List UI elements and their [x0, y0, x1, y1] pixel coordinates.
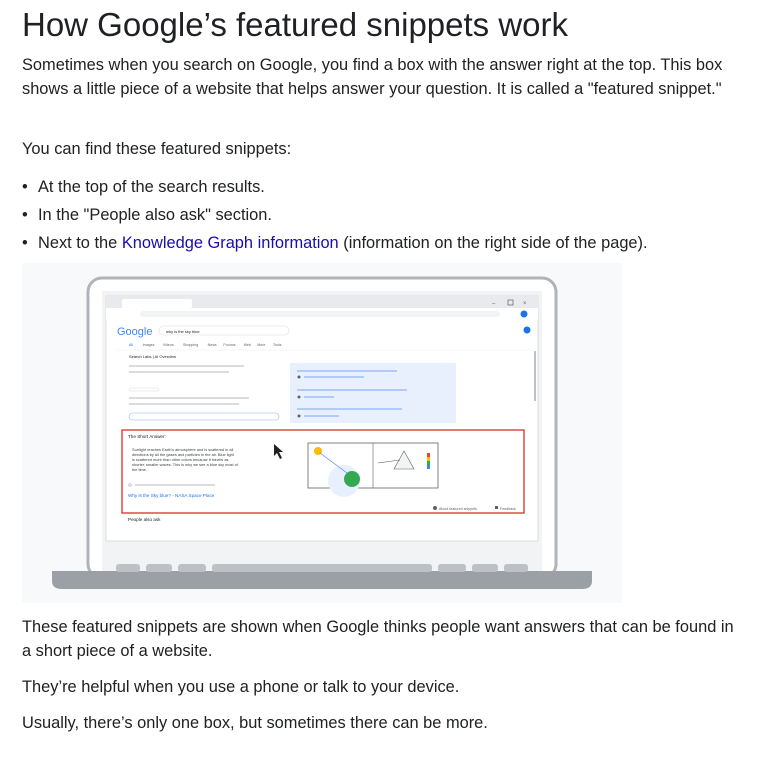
spectrum-blue	[427, 465, 430, 469]
tab-images[interactable]: Images	[142, 343, 155, 347]
laptop-illustration	[22, 263, 622, 603]
about-snippets-link[interactable]: About featured snippets	[439, 507, 477, 511]
labs-label: Search Labs | AI Overview	[129, 354, 177, 359]
list-item: • At the top of the search results.	[22, 173, 648, 201]
keyboard-key	[438, 564, 466, 572]
intro-paragraph: Sometimes when you search on Google, you find a box with the answer right at the top. This box shows a little piece of a website that helps answer your question. It is called a "featured snippet."	[22, 56, 723, 98]
snippet-line: shorter, smaller waves. This is why we see a blue sky most of	[132, 462, 238, 467]
browser-tab	[122, 299, 192, 308]
tab-more[interactable]: More	[257, 343, 266, 347]
people-also-ask-heading: People also ask	[128, 517, 161, 522]
snippet-explanation: These featured snippets are shown when Google thinks people want answers that can be found in a short piece of a website.	[22, 618, 734, 660]
keyboard-spacebar	[212, 564, 432, 572]
locations-list	[22, 173, 648, 257]
snippet-line: the time.	[132, 467, 147, 472]
tab-all[interactable]: All	[129, 343, 133, 347]
source-favicon-icon	[128, 483, 132, 487]
featured-snippet-illustration	[22, 263, 622, 603]
show-more-button[interactable]	[129, 413, 279, 420]
tab-shopping[interactable]: Shopping	[183, 343, 199, 347]
google-logo: Google	[117, 326, 153, 338]
window-close-icon[interactable]: ×	[523, 301, 527, 307]
info-icon	[433, 506, 437, 510]
article-title: How Google’s featured snippets work	[22, 6, 569, 43]
snippet-line: Sunlight reaches Earth's atmosphere and is scattered in all	[132, 447, 234, 452]
laptop-base	[52, 571, 592, 589]
result-line	[129, 371, 229, 373]
panel-line	[297, 370, 397, 372]
window-minimize-icon[interactable]: –	[492, 301, 496, 307]
bullet-icon: •	[22, 234, 28, 252]
source-icon	[298, 415, 301, 418]
snippet-heading: The Short Answer:	[128, 434, 166, 439]
spectrum-green	[427, 461, 430, 465]
keyboard-key	[472, 564, 498, 572]
keyboard-key	[178, 564, 206, 572]
tab-videos[interactable]: Videos	[162, 343, 174, 347]
earth-icon	[344, 471, 360, 487]
snippet-source-link[interactable]: Why is the Sky blue? - NASA Space Place	[128, 493, 215, 498]
feedback-link[interactable]: Feedback	[500, 507, 516, 511]
spectrum-red	[427, 453, 430, 457]
list-item: • Next to the Knowledge Graph information (information on the right side of the page).	[22, 229, 648, 257]
result-line	[129, 403, 239, 405]
count-paragraph: Usually, there’s only one box, but sometimes there can be more.	[22, 714, 488, 732]
tab-web[interactable]: Web	[243, 343, 251, 347]
panel-line	[304, 396, 334, 398]
knowledge-graph-link[interactable]: Knowledge Graph information	[121, 234, 339, 252]
usage-paragraph: They’re helpful when you use a phone or talk to your device.	[22, 678, 460, 696]
bullet-icon: •	[22, 206, 28, 224]
keyboard-key	[504, 564, 528, 572]
account-avatar-icon[interactable]	[524, 327, 531, 334]
panel-line	[297, 389, 407, 391]
bullet-icon: •	[22, 178, 28, 196]
list-item: • In the "People also ask" section.	[22, 201, 648, 229]
keyboard-key	[116, 564, 140, 572]
profile-avatar-icon[interactable]	[521, 311, 528, 318]
keyboard-key	[146, 564, 172, 572]
source-icon	[298, 396, 301, 399]
result-line	[129, 365, 244, 367]
tab-tools[interactable]: Tools	[273, 343, 282, 347]
feedback-icon	[495, 506, 498, 509]
result-chip	[129, 388, 159, 391]
search-query: why is the sky blue	[166, 329, 200, 334]
address-bar[interactable]	[140, 311, 500, 317]
snippet-line: directions by all the gases and particles in the air. Blue light	[132, 452, 234, 457]
spectrum-yellow	[427, 457, 430, 461]
scrollbar[interactable]	[534, 351, 536, 401]
source-line	[135, 484, 215, 486]
panel-line	[304, 415, 339, 417]
list-intro: You can find these featured snippets:	[22, 140, 292, 158]
panel-line	[297, 408, 402, 410]
tab-forums[interactable]: Forums	[223, 343, 236, 347]
source-icon	[298, 376, 301, 379]
result-line	[129, 397, 249, 399]
tab-news[interactable]: News	[207, 343, 217, 347]
panel-line	[304, 376, 364, 378]
snippet-line: is scattered more than other colors because it travels as	[132, 457, 229, 462]
